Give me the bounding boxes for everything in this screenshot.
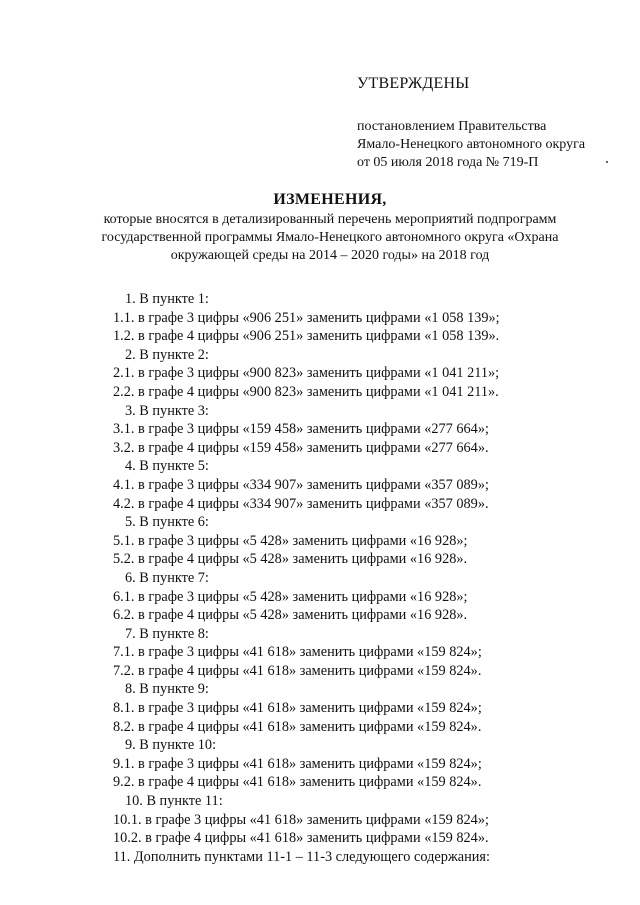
- section-heading: 6. В пункте 7:: [125, 569, 209, 586]
- list-item: 2.2. в графе 4 цифры «900 823» заменить цифрами «1 041 211».: [113, 383, 499, 400]
- subtitle-line: государственной программы Ямало-Ненецкого автономного округа «Охрана: [101, 230, 559, 245]
- section-heading: 4. В пункте 5:: [125, 458, 209, 475]
- list-item: 9.2. в графе 4 цифры «41 618» заменить цифрами «159 824».: [113, 774, 482, 791]
- section-heading: 5. В пункте 6:: [125, 514, 209, 531]
- approval-line: постановлением Правительства: [357, 119, 547, 134]
- document-title: ИЗМЕНЕНИЯ,: [273, 191, 387, 208]
- list-item: 8.1. в графе 3 цифры «41 618» заменить цифрами «159 824»;: [113, 700, 482, 717]
- list-item: 10.2. в графе 4 цифры «41 618» заменить цифрами «159 824».: [113, 830, 489, 847]
- section-heading: 8. В пункте 9:: [125, 681, 209, 698]
- section-heading: 1. В пункте 1:: [125, 291, 209, 307]
- list-item: 3.1. в графе 3 цифры «159 458» заменить цифрами «277 664»;: [113, 421, 489, 438]
- approval-title: УТВЕРЖДЕНЫ: [357, 75, 470, 92]
- list-item: 7.2. в графе 4 цифры «41 618» заменить цифрами «159 824».: [113, 662, 482, 679]
- list-item: 9.1. в графе 3 цифры «41 618» заменить цифрами «159 824»;: [113, 755, 482, 772]
- list-item: 7.1. в графе 3 цифры «41 618» заменить цифрами «159 824»;: [113, 644, 482, 661]
- document-heading: [60, 190, 600, 265]
- section-heading: 3. В пункте 3:: [125, 402, 209, 419]
- list-item: 11. Дополнить пунктами 11-1 – 11-3 следующего содержания:: [113, 848, 490, 865]
- subtitle-line: которые вносятся в детализированный перечень мероприятий подпрограмм: [103, 212, 557, 227]
- list-item: 10.1. в графе 3 цифры «41 618» заменить цифрами «159 824»;: [113, 811, 489, 828]
- approval-details: [357, 118, 627, 172]
- section-heading: 10. В пункте 11:: [125, 793, 223, 810]
- list-item: 1.2. в графе 4 цифры «906 251» заменить цифрами «1 058 139».: [113, 328, 500, 345]
- scan-speck: [606, 161, 608, 163]
- list-item: 4.2. в графе 4 цифры «334 907» заменить цифрами «357 089».: [113, 495, 489, 512]
- section-heading: 9. В пункте 10:: [125, 737, 217, 754]
- section-heading: 7. В пункте 8:: [125, 625, 209, 642]
- list-item: 3.2. в графе 4 цифры «159 458» заменить цифрами «277 664».: [113, 439, 489, 456]
- changes-list: [113, 290, 613, 866]
- list-item: 5.1. в графе 3 цифры «5 428» заменить цифрами «16 928»;: [113, 532, 468, 549]
- approval-line: Ямало-Ненецкого автономного округа: [357, 137, 586, 152]
- list-item: 2.1. в графе 3 цифры «900 823» заменить цифрами «1 041 211»;: [113, 365, 500, 382]
- subtitle-line: окружающей среды на 2014 – 2020 годы» на 2018 год: [170, 248, 490, 263]
- list-item: 1.1. в графе 3 цифры «906 251» заменить цифрами «1 058 139»;: [113, 309, 500, 326]
- approval-line: от 05 июля 2018 года № 719-П: [357, 155, 539, 170]
- list-item: 6.2. в графе 4 цифры «5 428» заменить цифрами «16 928».: [113, 607, 468, 624]
- list-item: 6.1. в графе 3 цифры «5 428» заменить цифрами «16 928»;: [113, 588, 468, 605]
- section-heading: 2. В пункте 2:: [125, 346, 209, 363]
- list-item: 4.1. в графе 3 цифры «334 907» заменить цифрами «357 089»;: [113, 476, 489, 493]
- list-item: 5.2. в графе 4 цифры «5 428» заменить цифрами «16 928».: [113, 551, 468, 568]
- document-subtitle: [60, 211, 600, 265]
- list-item: 8.2. в графе 4 цифры «41 618» заменить цифрами «159 824».: [113, 718, 482, 735]
- approval-block: [357, 74, 627, 172]
